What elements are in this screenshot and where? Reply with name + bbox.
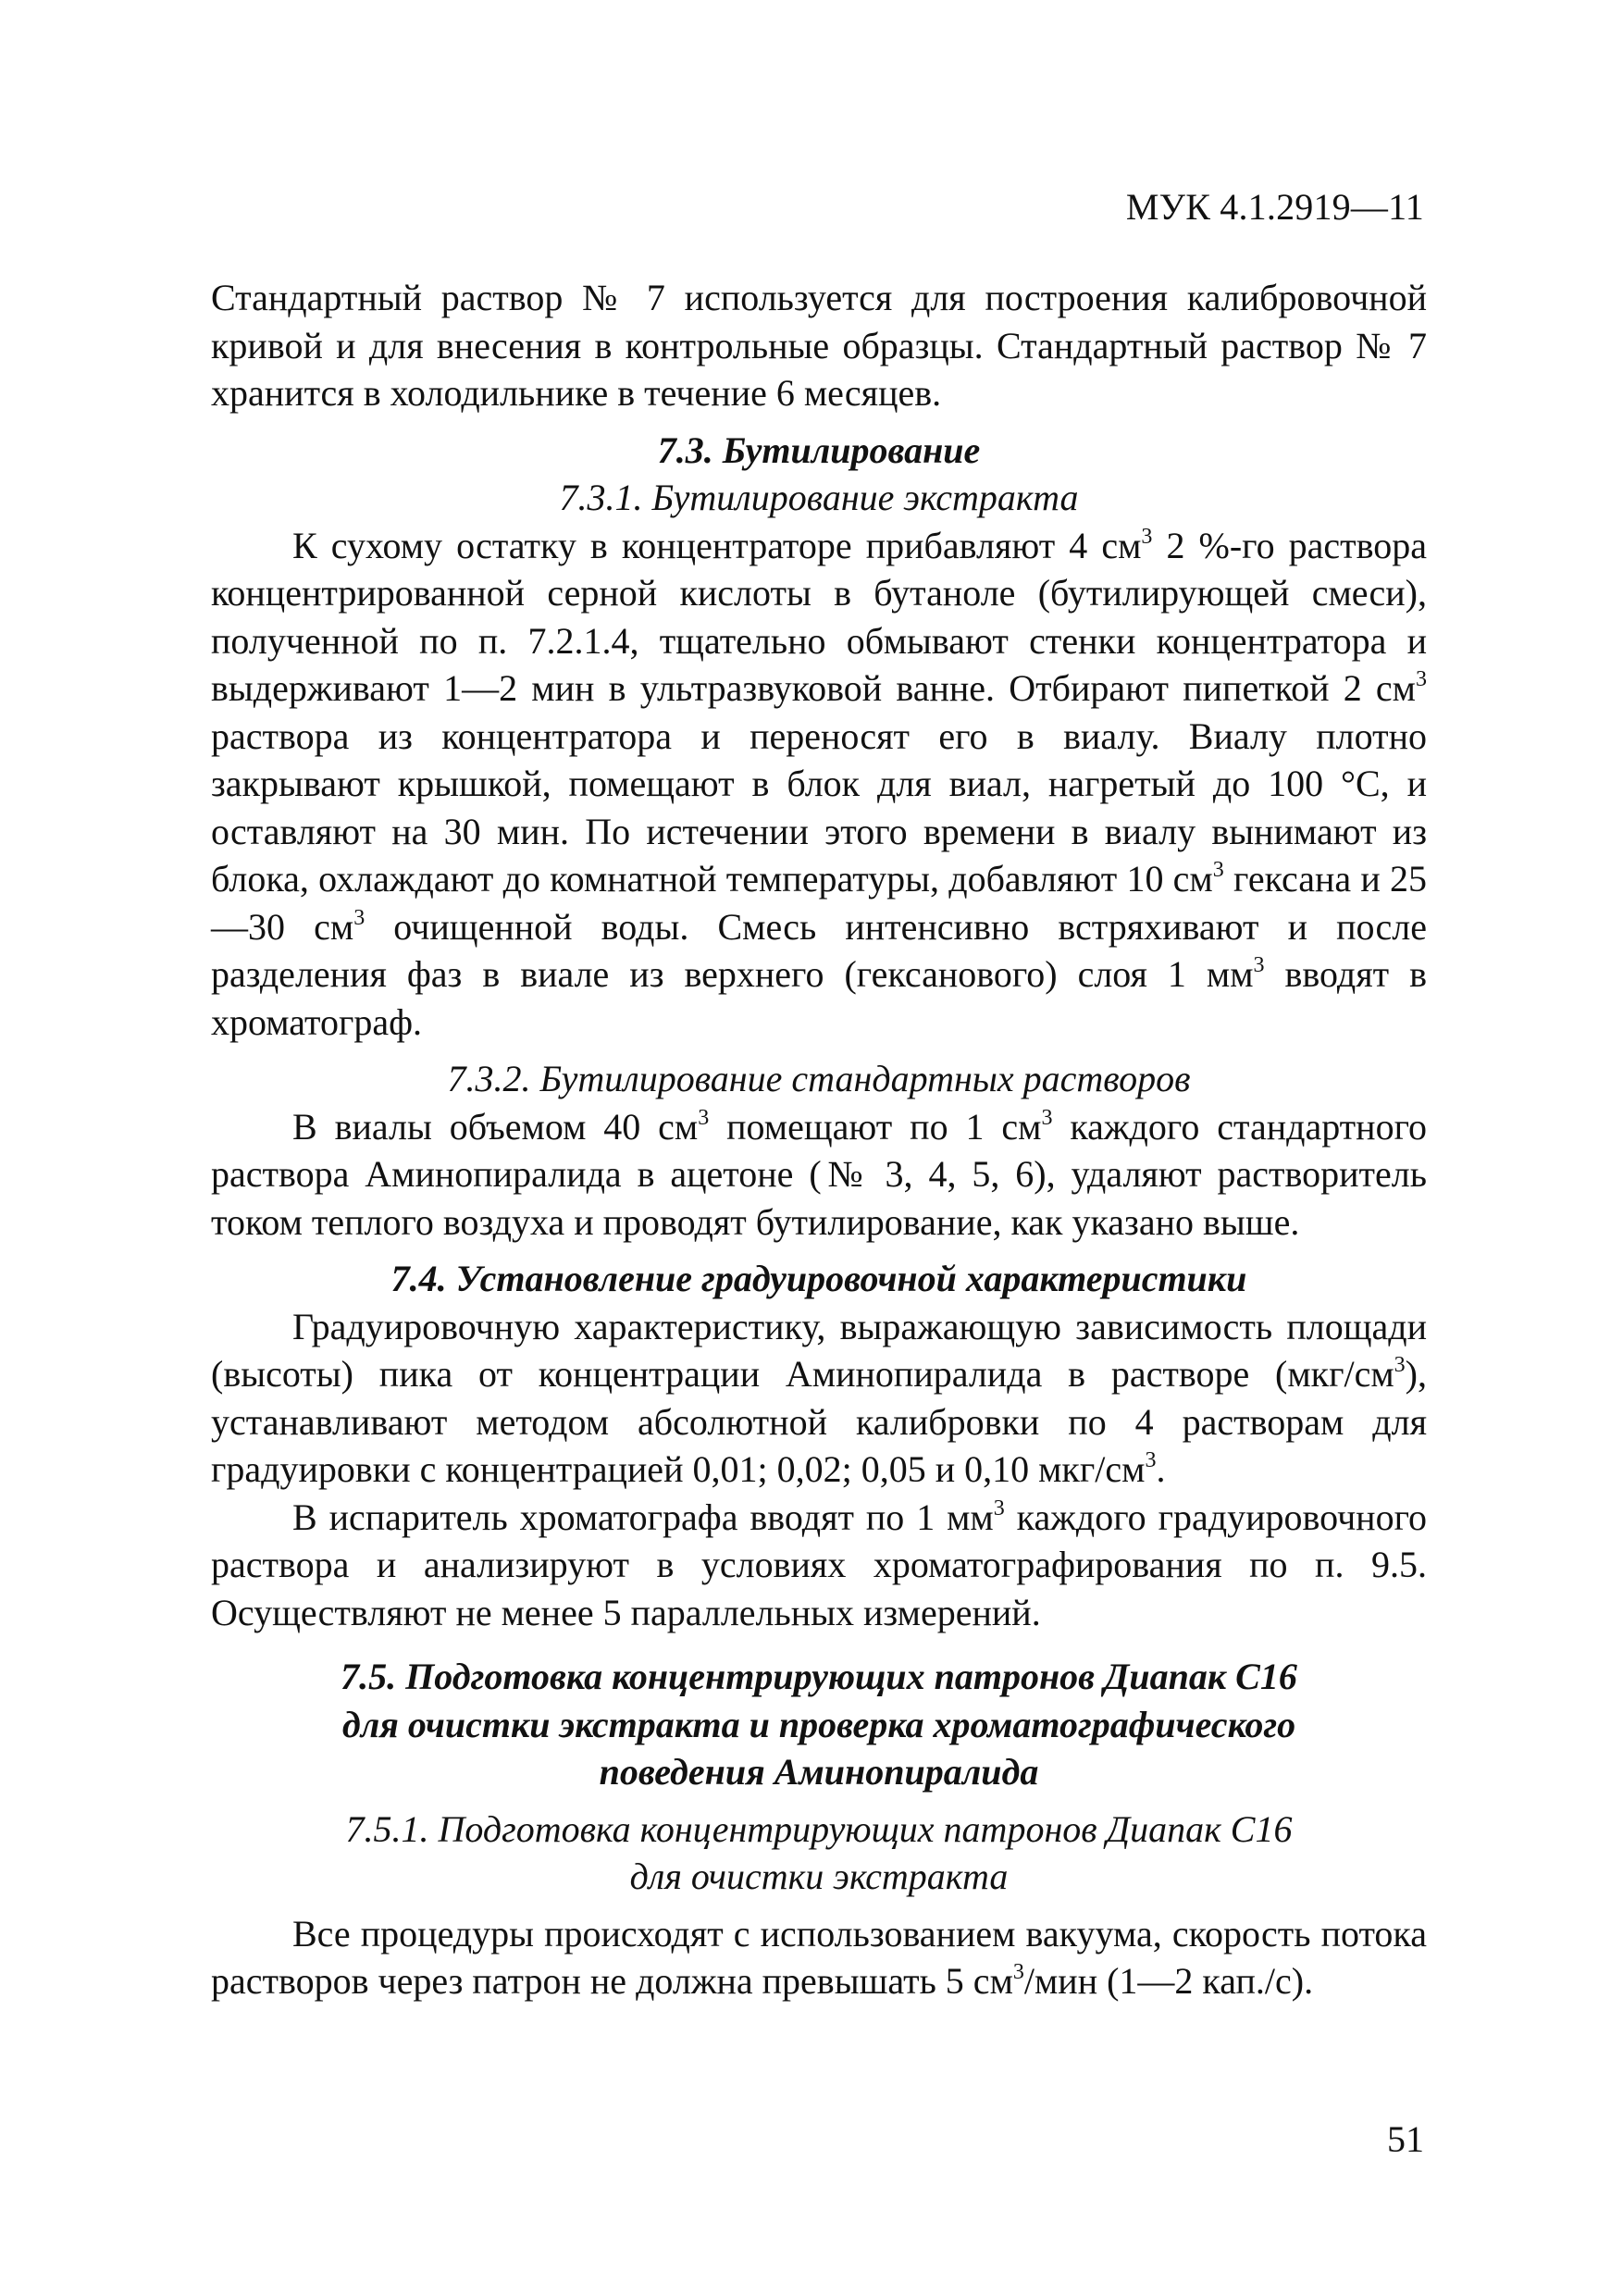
superscript-3: 3 [1141,524,1153,549]
section-7-4-paragraph-2: В испаритель хроматографа вводят по 1 $мм^3$ каждого градуировочного раствора и анализируют в условиях хроматографирования по п. 9.5. Осуществляют не менее 5 параллельных измерений. [211,1496,1427,1633]
superscript-3: 3 [993,1496,1005,1520]
superscript-3: 3 [1394,1353,1406,1377]
superscript-3: 3 [698,1105,710,1130]
section-7-5-title: 7.5. Подготовка концентрирующих патронов Диапак С16 для очистки экстракта и проверка хроматографического поведения Аминопиралида [341,1656,1297,1793]
superscript-3: 3 [353,905,365,930]
section-7-3-2-title: 7.3.2. Бутилирование стандартных растворов [447,1058,1191,1099]
section-7-3-1-title: 7.3.1. Бутилирование экстракта [559,477,1079,518]
page-number: 51 [1387,2118,1424,2160]
section-7-3-2-paragraph: В виалы объемом 40 $см^3$ помещают по 1 $см^3$ каждого стандартного раствора Аминопиралида в ацетоне (№ 3, 4, 5, 6), удаляют растворитель током теплого воздуха и проводят бутилирование, как указано выше. [211,1105,1427,1243]
section-7-3-title: 7.3. Бутилирование [657,428,981,471]
superscript-3: 3 [1145,1448,1157,1472]
superscript-3: 3 [1212,858,1224,882]
superscript-3: 3 [1416,667,1427,691]
document-body [211,274,1427,2005]
section-7-4-paragraph-1: Градуировочную характеристику, выражающую зависимость площади (высоты) пика от концентрации Аминопиралида в растворе $(мкг/см^3)$, устанавливают методом абсолютной калибровки по 4 растворам для градуировки с концентрацией 0,01; 0,02; 0,05 и 0,10 мкг/$см^3$. [211,1305,1427,1490]
section-7-5-1-title: 7.5.1. Подготовка концентрирующих патронов Диапак С16 для очистки экстракта [345,1807,1293,1897]
section-7-4-title: 7.4. Установление градуировочной характеристики [390,1258,1247,1299]
intro-paragraph: Стандартный раствор № 7 используется для построения калибровочной кривой и для внесения в контрольные образцы. Стандартный раствор № 7 хранится в холодильнике в течение 6 месяцев. [211,277,1427,414]
section-7-3-1-paragraph: К сухому остатку в концентраторе прибавляют 4 $см^3$ 2 %-го раствора концентрированной серной кислоты в бутаноле (бутилирующей смеси), полученной по п. 7.2.1.4, тщательно обмывают стенки концентратора и выдерживают 1—2 мин в ультразвуковой ванне. Отбирают пипеткой 2 $см^3$ раствора из концентратора и переносят его в виалу. Виалу плотно закрывают крышкой, помещают в блок для виал, нагретый до 100 °С, и оставляют на 30 мин. По истечении этого времени в виалу вынимают из блока, охлаждают до комнатной температуры, добавляют 10 $см^3$ гексана и 25—30 $см^3$ очищенной воды. Смесь интенсивно встряхивают и после разделения фаз в виале из верхнего (гексанового) слоя 1 $мм^3$ вводят в хроматограф. [211,524,1427,1043]
superscript-3: 3 [1253,953,1265,977]
section-7-5-1-paragraph: Все процедуры происходят с использованием вакуума, скорость потока растворов через патрон не должна превышать 5 $см^3$/мин (1—2 кап./с). [211,1912,1427,2002]
superscript-3: 3 [1012,1960,1024,1984]
document-header-code: МУК 4.1.2919—11 [1125,186,1424,228]
superscript-3: 3 [1041,1105,1053,1130]
